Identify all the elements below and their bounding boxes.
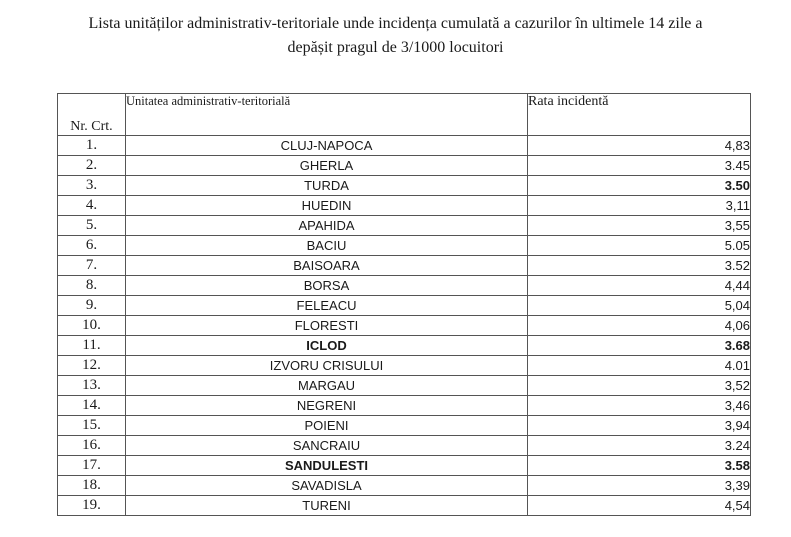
table-header-row — [58, 94, 751, 136]
row-incidence-rate: 4.01 — [528, 356, 751, 376]
row-incidence-rate: 5.05 — [528, 236, 751, 256]
row-unit-name: FELEACU — [126, 296, 528, 316]
header-unit: Unitatea administrativ-teritorială — [126, 94, 528, 136]
row-number: 16. — [58, 436, 126, 456]
table-row — [58, 176, 751, 196]
row-incidence-rate: 3,39 — [528, 476, 751, 496]
row-incidence-rate: 4,83 — [528, 136, 751, 156]
row-incidence-rate: 3,94 — [528, 416, 751, 436]
row-incidence-rate: 3,55 — [528, 216, 751, 236]
row-number: 6. — [58, 236, 126, 256]
row-unit-name: BACIU — [126, 236, 528, 256]
row-unit-name: APAHIDA — [126, 216, 528, 236]
row-incidence-rate: 3.24 — [528, 436, 751, 456]
row-incidence-rate: 4,44 — [528, 276, 751, 296]
table-row — [58, 316, 751, 336]
table-row — [58, 476, 751, 496]
row-unit-name: TURDA — [126, 176, 528, 196]
table-row — [58, 216, 751, 236]
title-line-1: Lista unităților administrativ-teritoriale unde incidența cumulată a cazurilor în ultimele 14 zile a — [88, 15, 703, 32]
row-number: 12. — [58, 356, 126, 376]
row-number: 18. — [58, 476, 126, 496]
row-number: 7. — [58, 256, 126, 276]
row-incidence-rate: 3.50 — [528, 176, 751, 196]
row-unit-name: MARGAU — [126, 376, 528, 396]
table-row — [58, 496, 751, 516]
row-number: 15. — [58, 416, 126, 436]
header-nr-crt: Nr. Crt. — [58, 94, 126, 136]
title-line-2: depășit pragul de 3/1000 locuitori — [287, 39, 504, 56]
row-number: 3. — [58, 176, 126, 196]
row-unit-name: ICLOD — [126, 336, 528, 356]
row-incidence-rate: 3.52 — [528, 256, 751, 276]
row-unit-name: BORSA — [126, 276, 528, 296]
header-rate: Rata incidentă — [528, 94, 751, 136]
row-incidence-rate: 3.58 — [528, 456, 751, 476]
row-number: 1. — [58, 136, 126, 156]
row-unit-name: NEGRENI — [126, 396, 528, 416]
row-number: 4. — [58, 196, 126, 216]
table-row — [58, 436, 751, 456]
row-incidence-rate: 3,11 — [528, 196, 751, 216]
row-number: 9. — [58, 296, 126, 316]
table-row — [58, 296, 751, 316]
row-number: 2. — [58, 156, 126, 176]
row-unit-name: FLORESTI — [126, 316, 528, 336]
row-unit-name: GHERLA — [126, 156, 528, 176]
document-title — [0, 12, 791, 60]
row-unit-name: POIENI — [126, 416, 528, 436]
table-row — [58, 376, 751, 396]
table-row — [58, 156, 751, 176]
table-row — [58, 276, 751, 296]
row-unit-name: SANDULESTI — [126, 456, 528, 476]
incidence-table — [57, 93, 751, 516]
table-row — [58, 196, 751, 216]
row-unit-name: HUEDIN — [126, 196, 528, 216]
table-row — [58, 356, 751, 376]
table-row — [58, 396, 751, 416]
row-incidence-rate: 5,04 — [528, 296, 751, 316]
row-number: 17. — [58, 456, 126, 476]
row-unit-name: SANCRAIU — [126, 436, 528, 456]
row-number: 13. — [58, 376, 126, 396]
row-incidence-rate: 3,46 — [528, 396, 751, 416]
row-number: 8. — [58, 276, 126, 296]
table-row — [58, 456, 751, 476]
row-incidence-rate: 3.68 — [528, 336, 751, 356]
row-unit-name: TURENI — [126, 496, 528, 516]
row-number: 5. — [58, 216, 126, 236]
row-unit-name: SAVADISLA — [126, 476, 528, 496]
row-incidence-rate: 3.45 — [528, 156, 751, 176]
row-unit-name: IZVORU CRISULUI — [126, 356, 528, 376]
table-row — [58, 136, 751, 156]
table-row — [58, 336, 751, 356]
row-number: 10. — [58, 316, 126, 336]
table-row — [58, 416, 751, 436]
table-row — [58, 256, 751, 276]
row-incidence-rate: 4,06 — [528, 316, 751, 336]
row-number: 11. — [58, 336, 126, 356]
row-incidence-rate: 3,52 — [528, 376, 751, 396]
row-number: 19. — [58, 496, 126, 516]
row-number: 14. — [58, 396, 126, 416]
row-unit-name: CLUJ-NAPOCA — [126, 136, 528, 156]
row-unit-name: BAISOARA — [126, 256, 528, 276]
table-row — [58, 236, 751, 256]
row-incidence-rate: 4,54 — [528, 496, 751, 516]
